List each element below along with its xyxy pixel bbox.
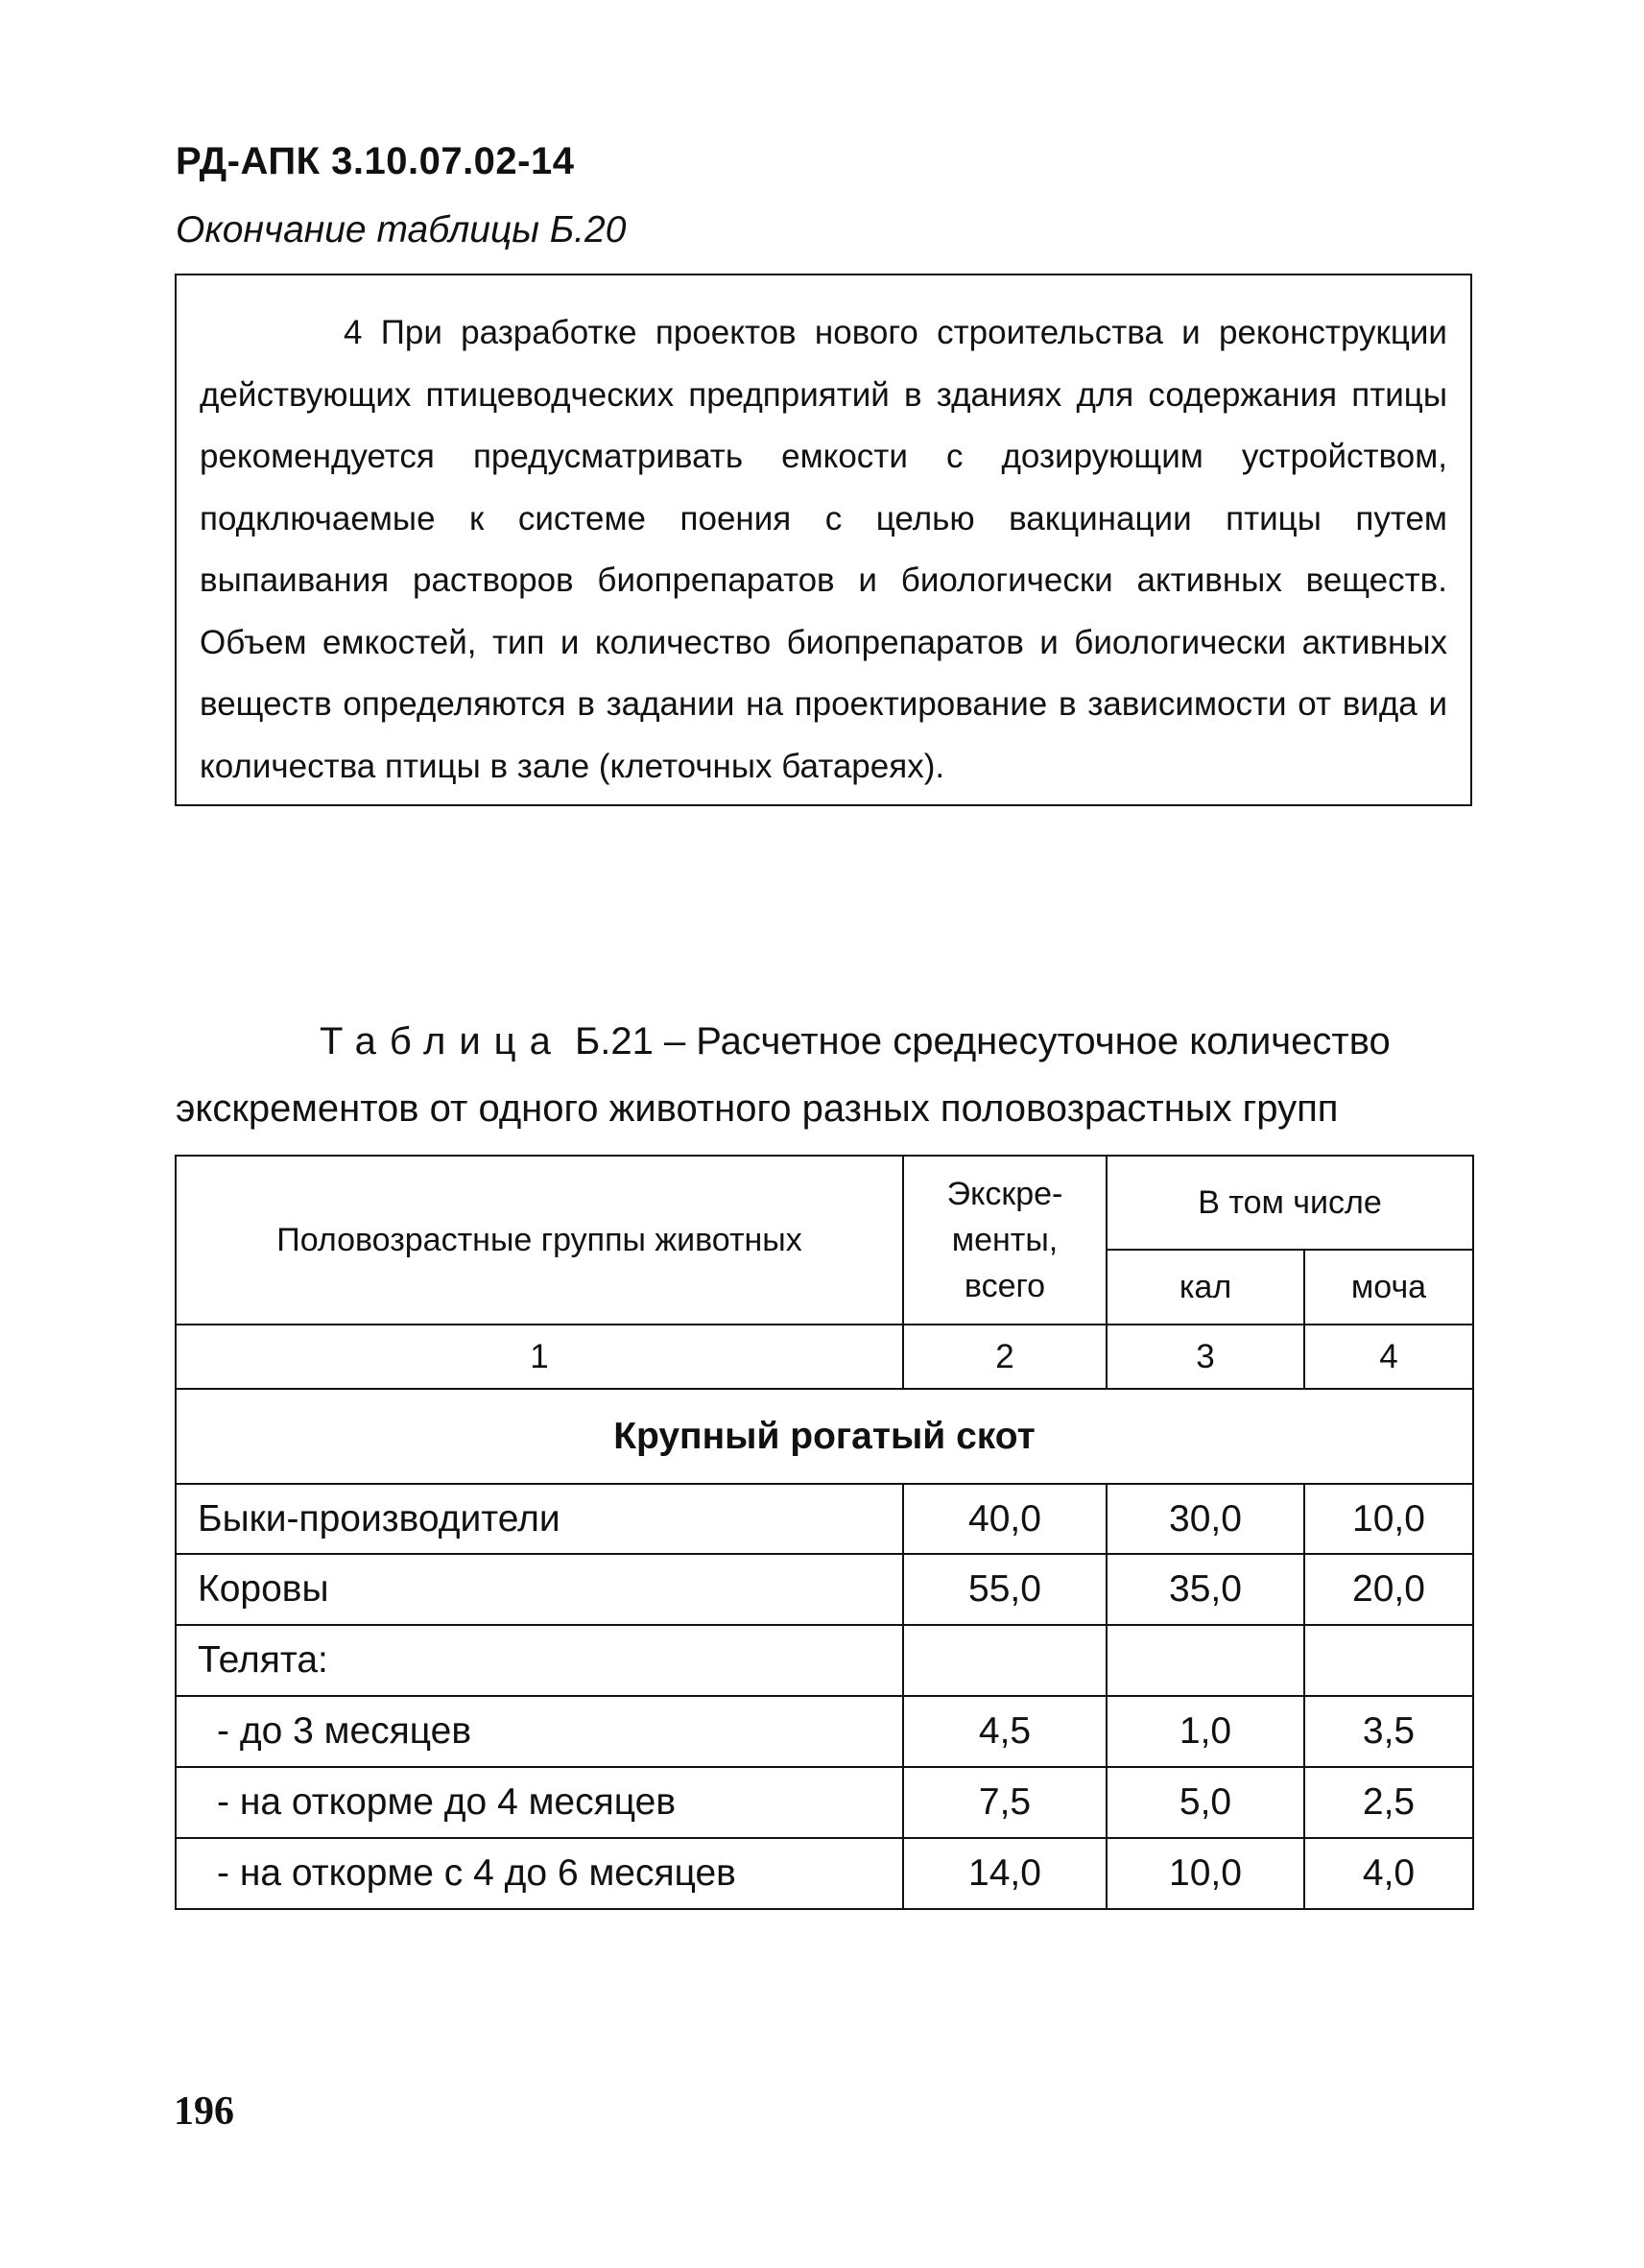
column-number: 4	[1304, 1325, 1473, 1389]
cell-total: 55,0	[903, 1554, 1107, 1625]
table-row	[176, 1484, 1473, 1554]
cell-total: 7,5	[903, 1767, 1107, 1838]
cell-feces	[1107, 1625, 1304, 1696]
column-number: 2	[903, 1325, 1107, 1389]
table-caption	[176, 1008, 1473, 1142]
table-row	[176, 1625, 1473, 1696]
table-continuation-caption: Окончание таблицы Б.20	[176, 209, 627, 251]
section-header: Крупный рогатый скот	[176, 1389, 1473, 1484]
table-row	[176, 1838, 1473, 1909]
row-label: - на откорме с 4 до 6 месяцев	[176, 1838, 903, 1909]
header-feces: кал	[1107, 1250, 1304, 1325]
cell-feces: 5,0	[1107, 1767, 1304, 1838]
row-label: Коровы	[176, 1554, 903, 1625]
row-label: Телята:	[176, 1625, 903, 1696]
header-urine: моча	[1304, 1250, 1473, 1325]
cell-feces: 35,0	[1107, 1554, 1304, 1625]
cell-total: 40,0	[903, 1484, 1107, 1554]
column-number: 3	[1107, 1325, 1304, 1389]
table-caption-rest: Б.21 – Расчетное среднесуточное количество	[574, 1020, 1391, 1062]
cell-feces: 10,0	[1107, 1838, 1304, 1909]
table-row	[176, 1767, 1473, 1838]
table-caption-line2: экскрементов от одного животного разных половозрастных групп	[176, 1087, 1339, 1130]
column-number: 1	[176, 1325, 903, 1389]
data-table	[175, 1155, 1474, 1910]
header-group: Половозрастные группы животных	[176, 1156, 903, 1325]
note-box	[175, 274, 1472, 806]
cell-urine: 2,5	[1304, 1767, 1473, 1838]
table-row	[176, 1696, 1473, 1767]
cell-feces: 30,0	[1107, 1484, 1304, 1554]
cell-total	[903, 1625, 1107, 1696]
row-label: - на откорме до 4 месяцев	[176, 1767, 903, 1838]
cell-urine: 10,0	[1304, 1484, 1473, 1554]
header-including: В том числе	[1107, 1156, 1473, 1250]
row-label: - до 3 месяцев	[176, 1696, 903, 1767]
cell-total: 4,5	[903, 1696, 1107, 1767]
page-number: 196	[174, 2089, 234, 2134]
table-row	[176, 1554, 1473, 1625]
cell-total: 14,0	[903, 1838, 1107, 1909]
table-caption-line1	[176, 1008, 1473, 1075]
cell-urine: 20,0	[1304, 1554, 1473, 1625]
cell-urine: 3,5	[1304, 1696, 1473, 1767]
cell-urine: 4,0	[1304, 1838, 1473, 1909]
row-label: Быки-производители	[176, 1484, 903, 1554]
document-code: РД-АПК 3.10.07.02-14	[176, 140, 575, 182]
header-total: Экскре-менты, всего	[903, 1156, 1107, 1325]
table-caption-word: Таблица	[320, 1020, 564, 1062]
note-text: 4 При разработке проектов нового строительства и реконструкции действующих птицеводческих предприятий в зданиях для содержания птицы рекомендуется предусматривать емкости с дозирующим устройством, подключаемые к системе поения с целью вакцинации птицы путем выпаивания растворов биопрепаратов и биологически активных веществ. Объем емкостей, тип и количество биопрепаратов и биологически активных веществ определяются в задании на проектирование в зависимости от вида и количества птицы в зале (клеточных батареях).	[200, 314, 1447, 785]
cell-feces: 1,0	[1107, 1696, 1304, 1767]
cell-urine	[1304, 1625, 1473, 1696]
